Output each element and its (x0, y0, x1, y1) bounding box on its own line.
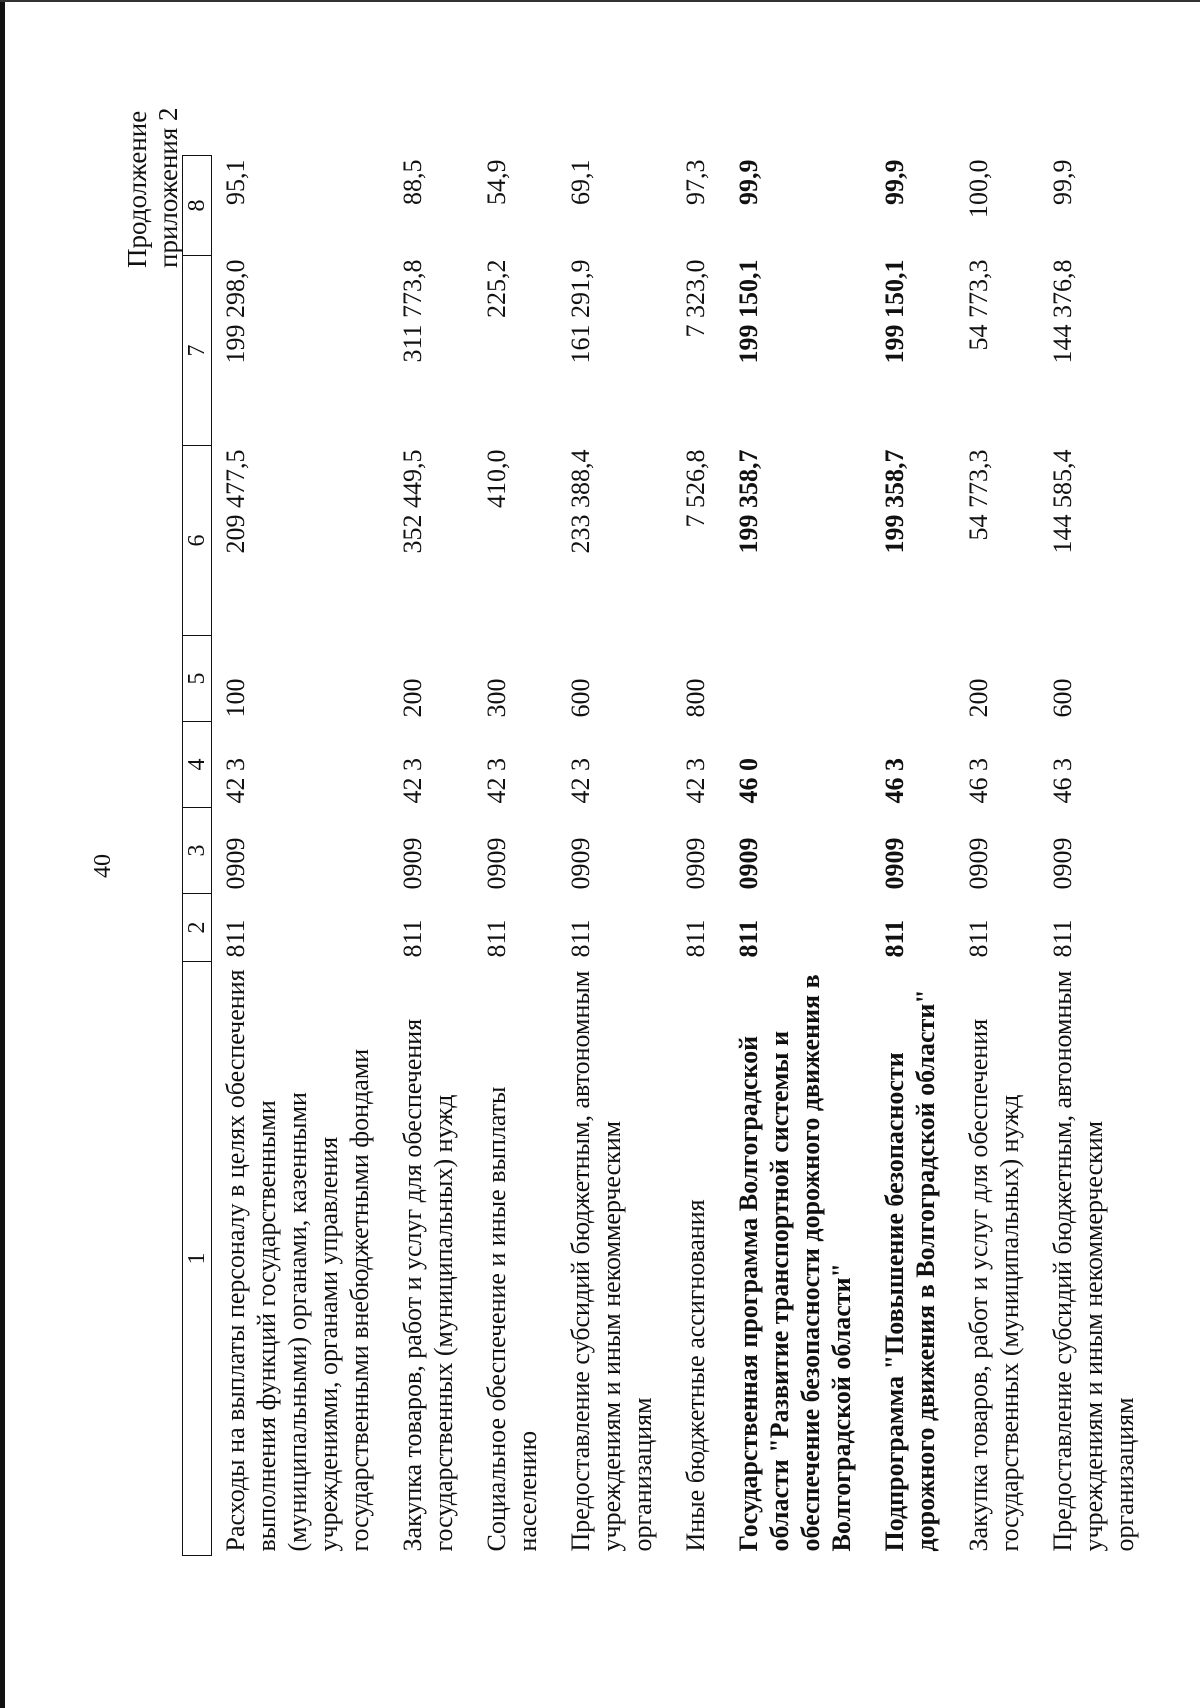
row-article-code: 42 3 (221, 758, 250, 804)
col-header-5: 5 (183, 636, 212, 722)
row-ministry-code: 811 (681, 919, 710, 958)
row-name: Иные бюджетные ассигнования (681, 1199, 710, 1552)
col-header-6: 6 (183, 446, 212, 636)
row-name: Предоставление субсидий бюджетным, автономным учреждениям и иным некоммерческим организациям (566, 970, 657, 1552)
row-section-code: 0909 (221, 837, 250, 890)
table-row (672, 156, 725, 1556)
row-executed: 199 298,0 (221, 259, 250, 364)
row-expense-type: 100 (221, 678, 250, 718)
row-section-code: 0909 (681, 837, 710, 890)
row-name: Расходы на выплаты персоналу в целях обеспечения выполнения функций государственными (муниципальными) органами, казенными учреждениями, органами управления государственными внебюджетными фондами (221, 969, 374, 1552)
row-section-code: 0909 (398, 837, 427, 890)
table-row (389, 156, 473, 1556)
row-article-code: 46 3 (1048, 758, 1077, 804)
row-expense-type: 600 (1048, 678, 1077, 718)
row-article-code: 42 3 (681, 758, 710, 804)
row-planned: 199 358,7 (880, 449, 909, 554)
row-ministry-code: 811 (1048, 919, 1077, 958)
row-expense-type: 200 (964, 678, 993, 718)
row-percent: 99,9 (880, 159, 909, 205)
row-expense-type: 600 (566, 678, 595, 718)
row-article-code: 42 3 (566, 758, 595, 804)
row-percent: 88,5 (398, 159, 427, 205)
row-executed: 54 773,3 (964, 259, 993, 351)
table-row (212, 156, 390, 1556)
col-header-1: 1 (183, 962, 212, 1556)
row-name: Социальное обеспечение и иные выплаты населению (482, 1086, 542, 1552)
row-name: Закупка товаров, работ и услуг для обеспечения государственных (муниципальных) нужд (398, 1018, 458, 1552)
row-ministry-code: 811 (398, 919, 427, 958)
table-row (1039, 156, 1154, 1556)
budget-table (182, 155, 1154, 1556)
row-percent: 99,9 (734, 159, 763, 205)
row-article-code: 42 3 (482, 758, 511, 804)
row-ministry-code: 811 (482, 919, 511, 958)
page-number: 40 (90, 854, 116, 878)
row-executed: 199 150,1 (880, 259, 909, 364)
table-row (557, 156, 672, 1556)
row-executed: 311 773,8 (398, 259, 427, 363)
row-expense-type: 300 (482, 678, 511, 718)
row-planned: 410,0 (482, 449, 511, 508)
row-executed: 144 376,8 (1048, 259, 1077, 364)
row-executed: 161 291,9 (566, 259, 595, 364)
col-header-4: 4 (183, 722, 212, 808)
row-percent: 54,9 (482, 159, 511, 205)
row-section-code: 0909 (566, 837, 595, 890)
row-section-code: 0909 (1048, 837, 1077, 890)
row-percent: 99,9 (1048, 159, 1077, 205)
col-header-3: 3 (183, 808, 212, 894)
col-header-7: 7 (183, 256, 212, 446)
row-planned: 144 585,4 (1048, 449, 1077, 554)
row-planned: 199 358,7 (734, 449, 763, 554)
row-percent: 95,1 (221, 159, 250, 205)
table-row-subprogram (871, 156, 955, 1556)
row-article-code: 46 0 (734, 758, 763, 804)
row-executed: 199 150,1 (734, 259, 763, 364)
continuation-label: Продолжение приложения 2 (122, 107, 183, 268)
row-executed: 7 323,0 (681, 259, 710, 338)
row-planned: 7 526,8 (681, 449, 710, 528)
row-percent: 69,1 (566, 159, 595, 205)
row-ministry-code: 811 (221, 919, 250, 958)
row-name: Предоставление субсидий бюджетным, автономным учреждениям и иным некоммерческим организациям (1048, 970, 1139, 1552)
row-percent: 97,3 (681, 159, 710, 205)
row-planned: 352 449,5 (398, 449, 427, 554)
row-ministry-code: 811 (566, 919, 595, 958)
table-row (473, 156, 557, 1556)
row-article-code: 42 3 (398, 758, 427, 804)
row-section-code: 0909 (482, 837, 511, 890)
row-ministry-code: 811 (880, 919, 909, 958)
table-row-program (725, 156, 871, 1556)
row-name: Закупка товаров, работ и услуг для обеспечения государственных (муниципальных) нужд (964, 1018, 1024, 1552)
row-name: Подпрограмма "Повышение безопасности дорожного движения в Волгоградской области" (880, 989, 940, 1552)
row-expense-type (725, 636, 871, 722)
row-planned: 233 388,4 (566, 449, 595, 554)
row-article-code: 46 3 (964, 758, 993, 804)
row-section-code: 0909 (734, 837, 763, 890)
row-expense-type: 800 (681, 678, 710, 718)
header-row (183, 156, 212, 1556)
col-header-8: 8 (183, 156, 212, 256)
row-section-code: 0909 (880, 837, 909, 890)
row-expense-type (871, 636, 955, 722)
row-planned: 54 773,3 (964, 449, 993, 541)
row-ministry-code: 811 (964, 919, 993, 958)
row-article-code: 46 3 (880, 758, 909, 804)
table-row (955, 156, 1039, 1556)
row-section-code: 0909 (964, 837, 993, 890)
row-percent: 100,0 (964, 159, 993, 218)
row-name: Государственная программа Волгоградской области "Развитие транспортной системы и обеспечение безопасности дорожного движения в Волгоградской области" (734, 974, 856, 1552)
row-expense-type: 200 (398, 678, 427, 718)
row-ministry-code: 811 (734, 919, 763, 958)
row-executed: 225,2 (482, 259, 511, 318)
col-header-2: 2 (183, 894, 212, 962)
row-planned: 209 477,5 (221, 449, 250, 554)
